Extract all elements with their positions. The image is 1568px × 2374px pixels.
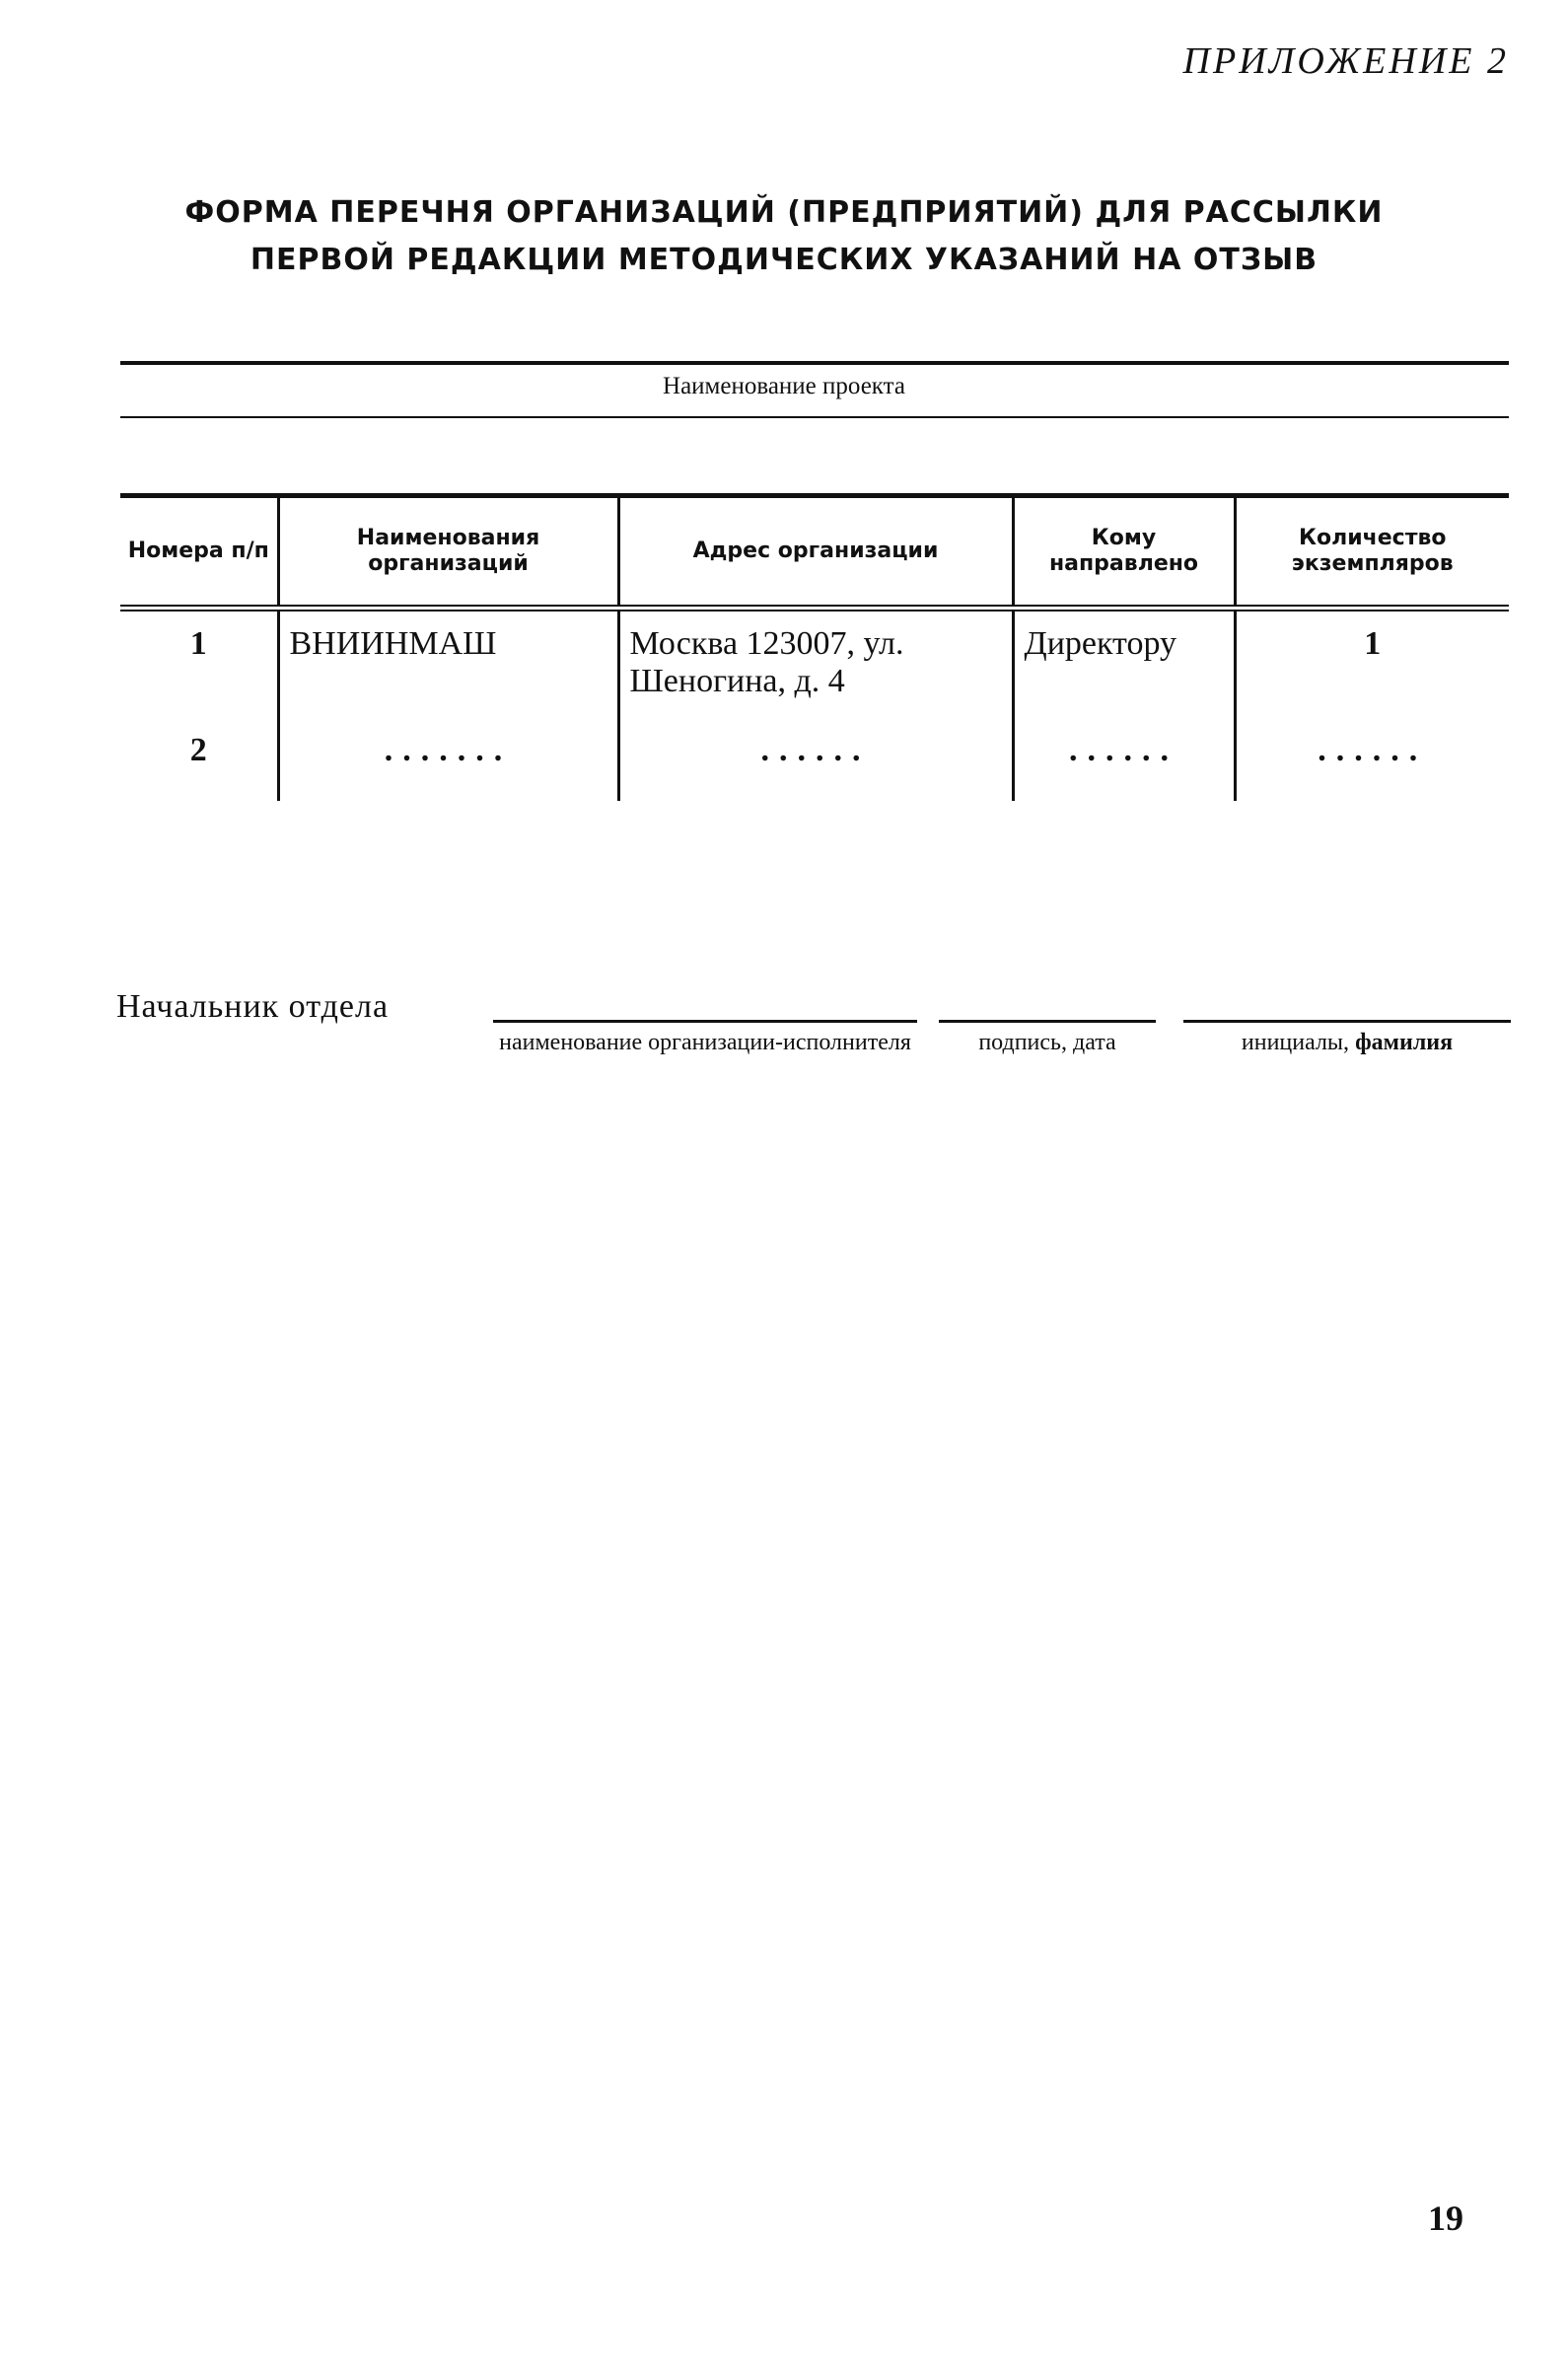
header-number: Номера п/п — [120, 496, 278, 609]
header-recipient: Кому направлено — [1013, 496, 1235, 609]
header-copies: Количество экземпляров — [1235, 496, 1509, 609]
row-organization-placeholder: ....... — [278, 724, 618, 801]
document-title — [0, 189, 1568, 284]
title-line-2: ПЕРВОЙ РЕДАКЦИИ МЕТОДИЧЕСКИХ УКАЗАНИЙ НА ОТЗЫВ — [249, 243, 1319, 277]
organizations-table — [120, 493, 1509, 801]
row-recipient: Директору — [1013, 609, 1235, 725]
org-caption: наименование организации-исполнителя — [499, 1030, 911, 1055]
org-signature-line — [493, 1020, 917, 1023]
header-address: Адрес организации — [618, 496, 1013, 609]
row-number: 1 — [189, 625, 207, 662]
name-caption — [1183, 1030, 1511, 1055]
row-address: Москва 123007, ул. Шеногина, д. 4 — [618, 609, 1013, 725]
row-organization: ВНИИНМАШ — [278, 609, 618, 725]
table-header-row — [120, 496, 1509, 609]
title-line-1: ФОРМА ПЕРЕЧНЯ ОРГАНИЗАЦИЙ (ПРЕДПРИЯТИЙ) ДЛЯ РАССЫЛКИ — [184, 195, 1384, 230]
row-copies-placeholder: ...... — [1235, 724, 1509, 801]
table-row — [120, 609, 1509, 725]
name-line — [1183, 1020, 1511, 1023]
row-number: 2 — [189, 732, 207, 768]
project-name-line — [120, 361, 1509, 365]
row-copies: 1 — [1235, 609, 1509, 725]
header-organizations: Наименования организаций — [278, 496, 618, 609]
appendix-label: ПРИЛОЖЕНИЕ 2 — [1182, 40, 1509, 82]
initials-text: инициалы, — [1241, 1030, 1350, 1055]
department-head-label: Начальник отдела — [116, 988, 390, 1025]
table-row — [120, 724, 1509, 801]
sign-date-caption: подпись, дата — [978, 1030, 1116, 1055]
sign-date-line — [939, 1020, 1156, 1023]
row-recipient-placeholder: ...... — [1013, 724, 1235, 801]
row-address-placeholder: ...... — [618, 724, 1013, 801]
surname-text: фамилия — [1355, 1030, 1454, 1055]
page-number: 19 — [1428, 2198, 1463, 2238]
project-name-caption: Наименование проекта — [663, 373, 905, 399]
project-bottom-rule — [120, 416, 1509, 418]
